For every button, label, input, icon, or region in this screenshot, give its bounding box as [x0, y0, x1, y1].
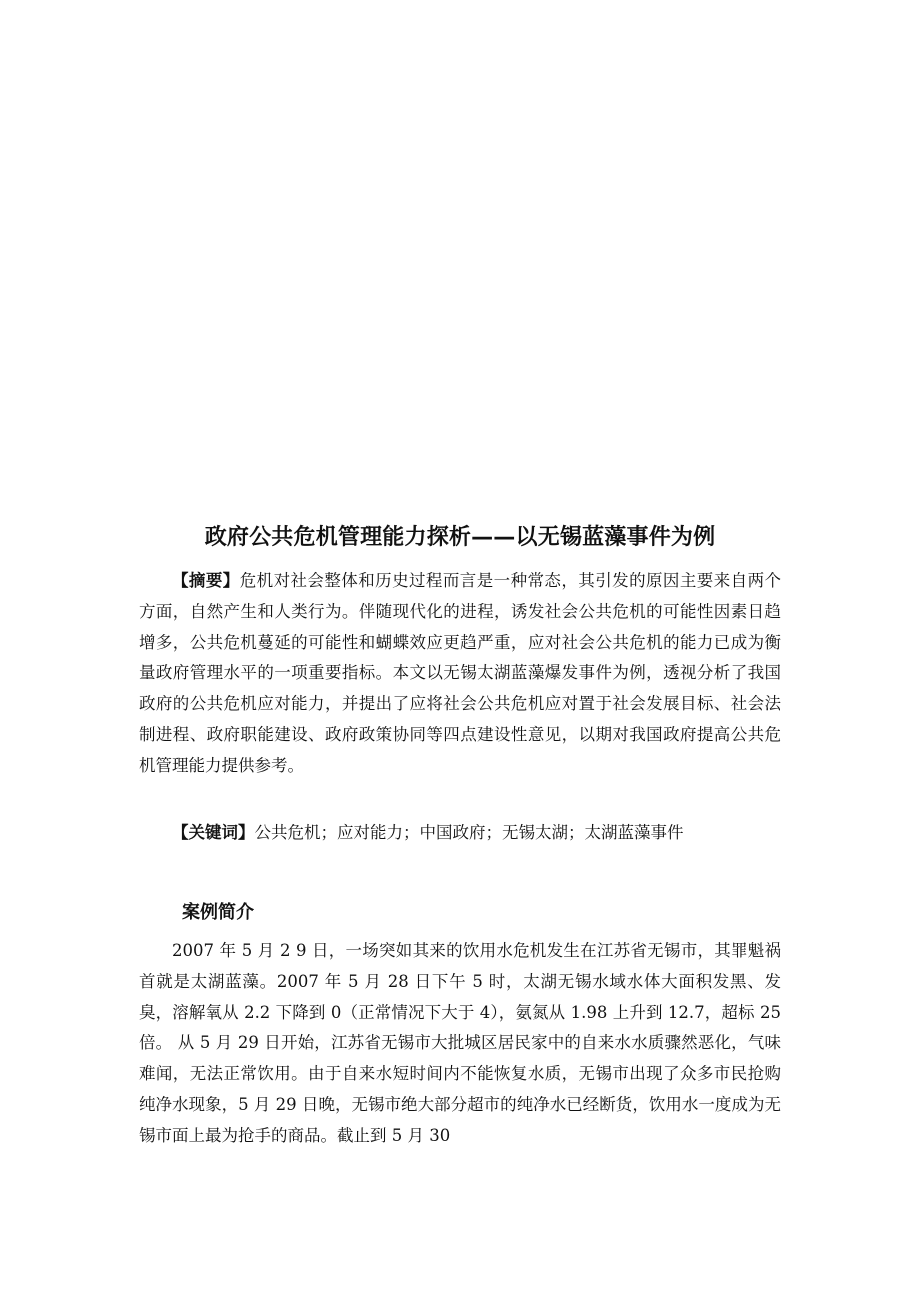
keywords-text: 公共危机；应对能力；中国政府；无锡太湖；太湖蓝藻事件: [254, 823, 684, 842]
keywords-label: 【关键词】: [172, 823, 255, 842]
keywords-paragraph: [139, 818, 781, 849]
case-paragraph: 2007 年 5 月 2 9 日，一场突如其来的饮用水危机发生在江苏省无锡市，其罪魁祸首就是太湖蓝藻。2007 年 5 月 28 日下午 5 时，太湖无锡水域水体大面积发黑、发臭，溶解氧从 2.2 下降到 0（正常情况下大于 4），氨氮从 1.98 上升到 12.7，超标 25 倍。 从 5 月 29 日开始，江苏省无锡市大批城区居民家中的自来水水质骤然恶化，气味难闻，无法正常饮用。由于自来水短时间内不能恢复水质，无锡市出现了众多市民抢购纯净水现象，5 月 29 日晚，无锡市绝大部分超市的纯净水已经断货，饮用水一度成为无锡市面上最为抢手的商品。截止到 5 月 30: [139, 941, 781, 1145]
section-heading: 案例简介: [182, 902, 254, 923]
document-title: 政府公共危机管理能力探析——以无锡蓝藻事件为例: [204, 525, 716, 550]
abstract-label: 【摘要】: [172, 571, 240, 590]
abstract-paragraph: [139, 566, 781, 782]
abstract-text: 危机对社会整体和历史过程而言是一种常态，其引发的原因主要来自两个方面，自然产生和人类行为。伴随现代化的进程，诱发社会公共危机的可能性因素日趋增多，公共危机蔓延的可能性和蝴蝶效应更趋严重，应对社会公共危机的能力已成为衡量政府管理水平的一项重要指标。本文以无锡太湖蓝藻爆发事件为例，透视分析了我国政府的公共危机应对能力，并提出了应将社会公共危机应对置于社会发展目标、社会法制进程、政府职能建设、政府政策协同等四点建设性意见，以期对我国政府提高公共危机管理能力提供参考。: [139, 571, 782, 775]
